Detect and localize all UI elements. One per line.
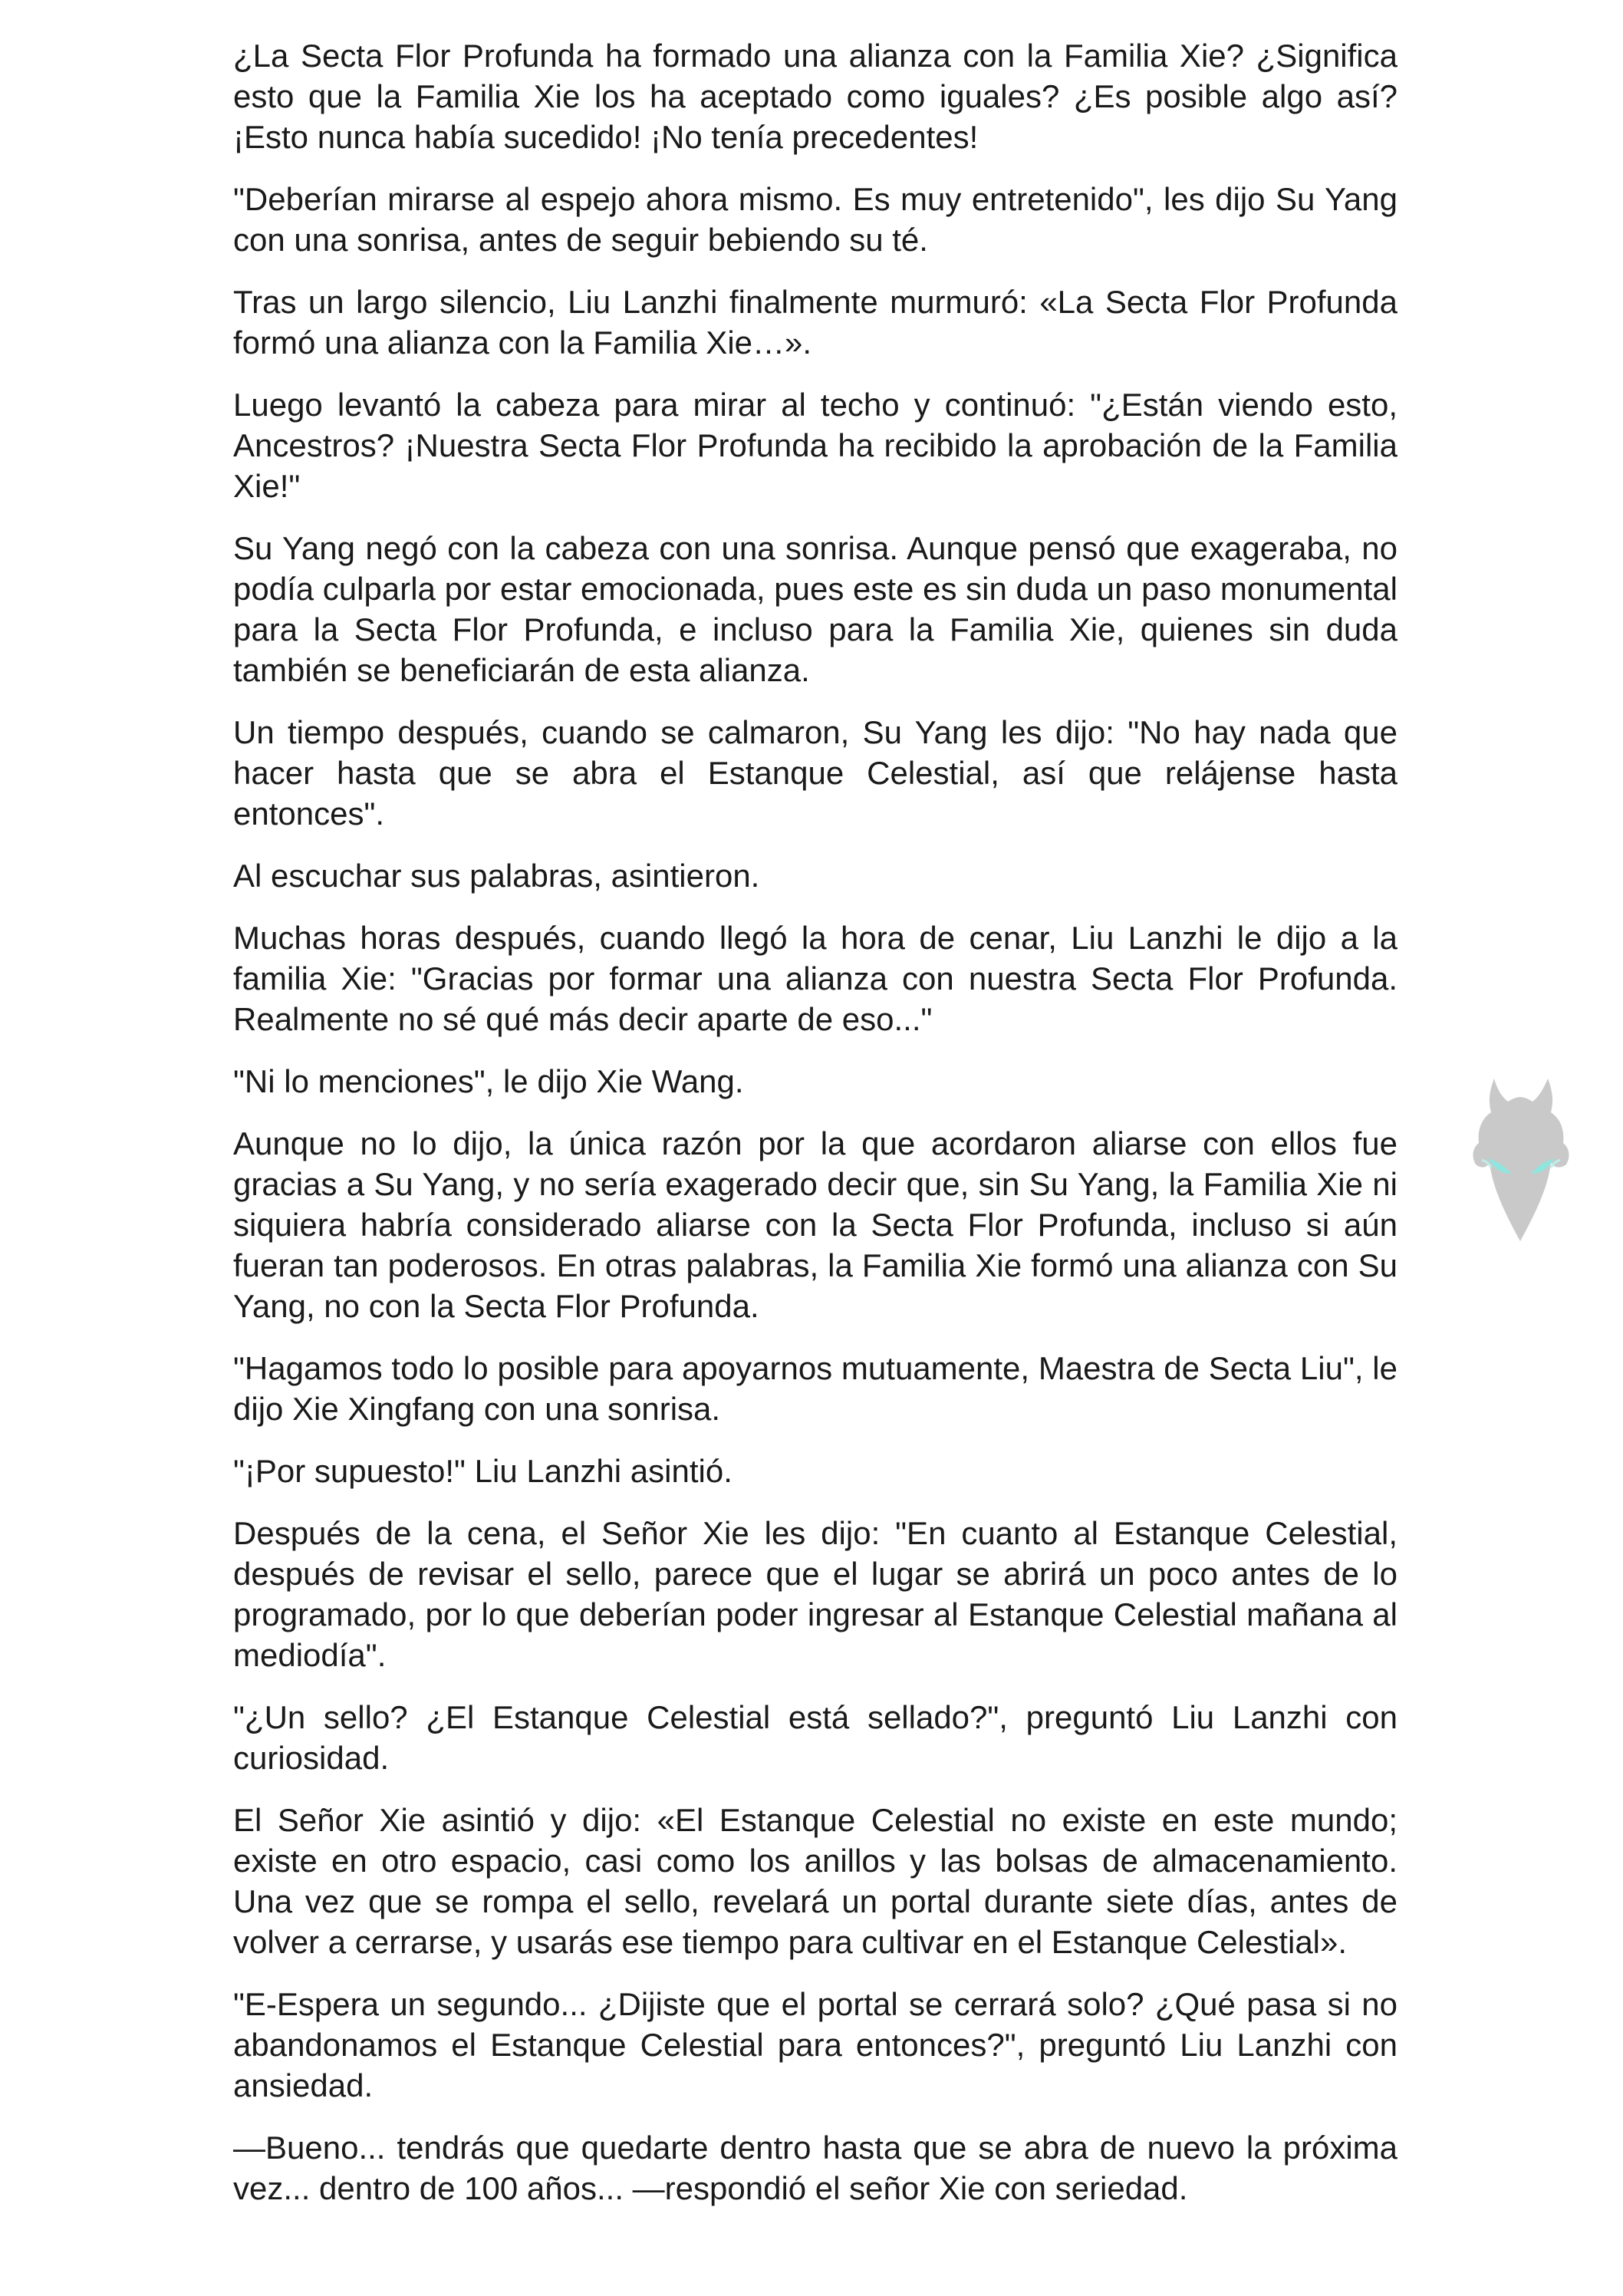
demon-head-watermark-icon [1471,1072,1571,1250]
paragraph: "Ni lo menciones", le dijo Xie Wang. [233,1063,744,1099]
paragraph: "E-Espera un segundo... ¿Dijiste que el portal se cerrará solo? ¿Qué pasa si no abandonamos el Estanque Celestial para entonces?", preguntó Liu Lanzhi con ansiedad. [233,1986,1397,2103]
paragraph: Su Yang negó con la cabeza con una sonrisa. Aunque pensó que exageraba, no podía culparla por estar emocionada, pues este es sin duda un paso monumental para la Secta Flor Profunda, e incluso para la Familia Xie, quienes sin duda también se beneficiarán de esta alianza. [233,530,1397,688]
paragraph: —Bueno... tendrás que quedarte dentro hasta que se abra de nuevo la próxima vez... dentro de 100 años... —respondió el señor Xie con seriedad. [233,2130,1397,2206]
paragraph: Tras un largo silencio, Liu Lanzhi finalmente murmuró: «La Secta Flor Profunda formó una alianza con la Familia Xie…». [233,284,1397,361]
paragraph: ¿La Secta Flor Profunda ha formado una alianza con la Familia Xie? ¿Significa esto que la Familia Xie los ha aceptado como iguales? ¿Es posible algo así? ¡Esto nunca había sucedido! ¡No tenía precedentes! [233,38,1397,155]
paragraph: Al escuchar sus palabras, asintieron. [233,858,760,894]
paragraph: Después de la cena, el Señor Xie les dijo: "En cuanto al Estanque Celestial, después de revisar el sello, parece que el lugar se abrirá un poco antes de lo programado, por lo que deberían poder ingresar al Estanque Celestial mañana al mediodía". [233,1515,1397,1673]
paragraph: "Deberían mirarse al espejo ahora mismo. Es muy entretenido", les dijo Su Yang con una sonrisa, antes de seguir bebiendo su té. [233,181,1397,258]
paragraph: Aunque no lo dijo, la única razón por la que acordaron aliarse con ellos fue gracias a Su Yang, y no sería exagerado decir que, sin Su Yang, la Familia Xie ni siquiera habría considerado aliarse con la Secta Flor Profunda, incluso si aún fueran tan poderosos. En otras palabras, la Familia Xie formó una alianza con Su Yang, no con la Secta Flor Profunda. [233,1125,1397,1324]
document-body [233,35,1397,2230]
paragraph: Un tiempo después, cuando se calmaron, Su Yang les dijo: "No hay nada que hacer hasta que se abra el Estanque Celestial, así que relájense hasta entonces". [233,714,1397,832]
paragraph: Muchas horas después, cuando llegó la hora de cenar, Liu Lanzhi le dijo a la familia Xie: "Gracias por formar una alianza con nuestra Secta Flor Profunda. Realmente no sé qué más decir aparte de eso..." [233,920,1397,1037]
paragraph: "¡Por supuesto!" Liu Lanzhi asintió. [233,1453,732,1489]
paragraph: "¿Un sello? ¿El Estanque Celestial está sellado?", preguntó Liu Lanzhi con curiosidad. [233,1699,1397,1776]
paragraph: "Hagamos todo lo posible para apoyarnos mutuamente, Maestra de Secta Liu", le dijo Xie Xingfang con una sonrisa. [233,1350,1397,1427]
paragraph: Luego levantó la cabeza para mirar al techo y continuó: "¿Están viendo esto, Ancestros? ¡Nuestra Secta Flor Profunda ha recibido la aprobación de la Familia Xie!" [233,387,1397,504]
paragraph: El Señor Xie asintió y dijo: «El Estanque Celestial no existe en este mundo; existe en otro espacio, casi como los anillos y las bolsas de almacenamiento. Una vez que se rompa el sello, revelará un portal durante siete días, antes de volver a cerrarse, y usarás ese tiempo para cultivar en el Estanque Celestial». [233,1802,1397,1960]
